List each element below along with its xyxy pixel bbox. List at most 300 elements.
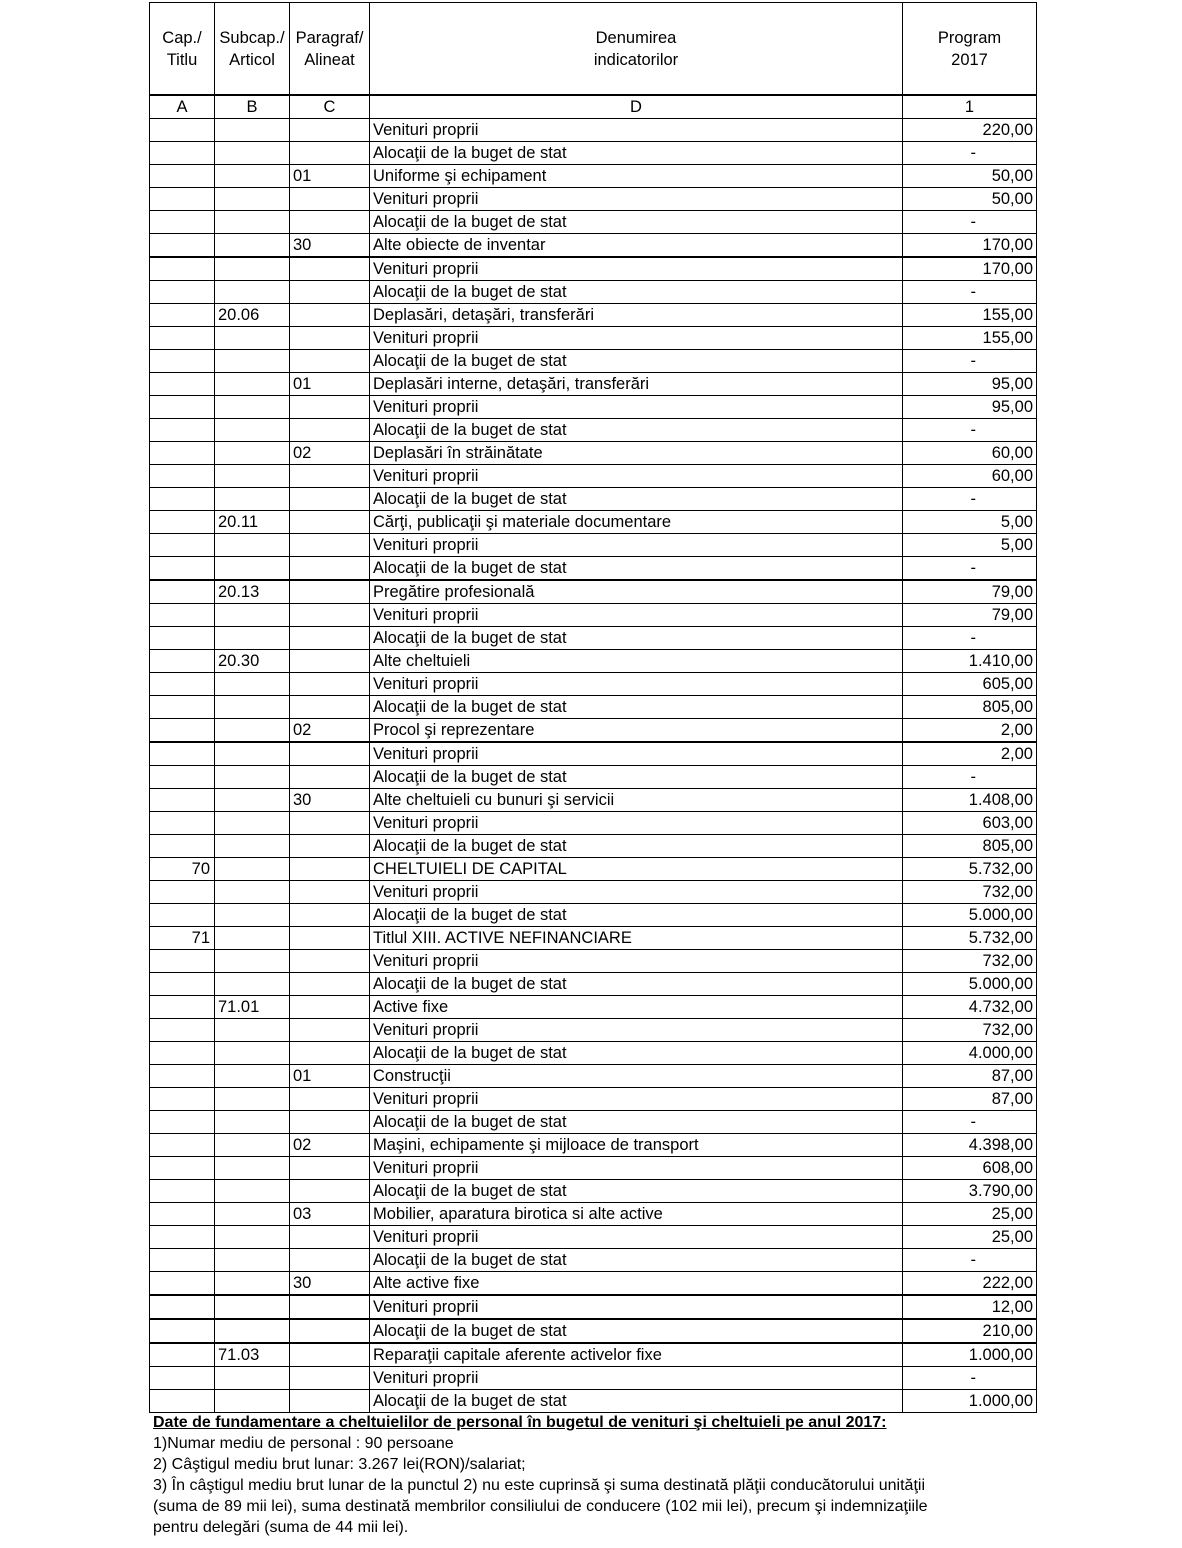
cap-cell bbox=[150, 996, 215, 1019]
program-value-cell: 220,00 bbox=[903, 119, 1037, 142]
table-row bbox=[150, 1019, 1037, 1042]
program-value-cell: 50,00 bbox=[903, 165, 1037, 188]
denumire-cell: Venituri proprii bbox=[370, 534, 903, 557]
subcap-cell bbox=[215, 419, 290, 442]
table-row bbox=[150, 119, 1037, 142]
header-subcap-line1: Subcap./ bbox=[219, 28, 285, 47]
denumire-cell: Alocaţii de la buget de stat bbox=[370, 1180, 903, 1203]
denumire-cell: Venituri proprii bbox=[370, 1157, 903, 1180]
program-value-cell: - bbox=[903, 350, 1037, 373]
table-body bbox=[150, 3, 1037, 1413]
header-program bbox=[903, 3, 1037, 96]
cap-cell bbox=[150, 950, 215, 973]
paragraf-cell: 01 bbox=[290, 1065, 370, 1088]
program-value-cell: 2,00 bbox=[903, 742, 1037, 766]
table-row bbox=[150, 1042, 1037, 1065]
cap-cell bbox=[150, 719, 215, 743]
table-row bbox=[150, 188, 1037, 211]
cap-cell bbox=[150, 904, 215, 927]
table-row bbox=[150, 557, 1037, 581]
paragraf-cell bbox=[290, 927, 370, 950]
denumire-cell: Alocaţii de la buget de stat bbox=[370, 142, 903, 165]
subcap-cell bbox=[215, 350, 290, 373]
subcap-cell bbox=[215, 1042, 290, 1065]
paragraf-cell bbox=[290, 766, 370, 789]
paragraf-cell bbox=[290, 650, 370, 673]
denumire-cell: Alocaţii de la buget de stat bbox=[370, 488, 903, 511]
denumire-cell: Maşini, echipamente şi mijloace de transport bbox=[370, 1134, 903, 1157]
header-subcap-line2: Articol bbox=[229, 50, 275, 69]
cap-cell bbox=[150, 350, 215, 373]
subcap-cell bbox=[215, 835, 290, 858]
denumire-cell: Venituri proprii bbox=[370, 604, 903, 627]
program-value-cell: 170,00 bbox=[903, 257, 1037, 281]
program-value-cell: 5.000,00 bbox=[903, 973, 1037, 996]
header-denumirea bbox=[370, 3, 903, 96]
paragraf-cell bbox=[290, 1111, 370, 1134]
program-value-cell: 79,00 bbox=[903, 580, 1037, 604]
cap-cell bbox=[150, 1226, 215, 1249]
table-row bbox=[150, 1249, 1037, 1272]
paragraf-cell bbox=[290, 950, 370, 973]
cap-cell bbox=[150, 165, 215, 188]
table-row bbox=[150, 766, 1037, 789]
paragraf-cell bbox=[290, 350, 370, 373]
program-value-cell: 732,00 bbox=[903, 1019, 1037, 1042]
cap-cell bbox=[150, 742, 215, 766]
table-row bbox=[150, 1111, 1037, 1134]
subcap-cell bbox=[215, 1319, 290, 1343]
denumire-cell: Deplasări în străinătate bbox=[370, 442, 903, 465]
table-row bbox=[150, 673, 1037, 696]
cap-cell bbox=[150, 304, 215, 327]
program-value-cell: 25,00 bbox=[903, 1226, 1037, 1249]
program-value-cell: 732,00 bbox=[903, 881, 1037, 904]
program-value-cell: 5.000,00 bbox=[903, 904, 1037, 927]
paragraf-cell bbox=[290, 673, 370, 696]
table-row bbox=[150, 165, 1037, 188]
header-paragraf-line2: Alineat bbox=[304, 50, 355, 69]
program-value-cell: 87,00 bbox=[903, 1065, 1037, 1088]
program-value-cell: 60,00 bbox=[903, 442, 1037, 465]
denumire-cell: Venituri proprii bbox=[370, 881, 903, 904]
cap-cell bbox=[150, 1319, 215, 1343]
cap-cell: 70 bbox=[150, 858, 215, 881]
subcap-cell: 20.11 bbox=[215, 511, 290, 534]
subcap-cell: 71.03 bbox=[215, 1343, 290, 1367]
program-value-cell: 4.398,00 bbox=[903, 1134, 1037, 1157]
subcap-cell bbox=[215, 673, 290, 696]
subcap-cell bbox=[215, 973, 290, 996]
program-value-cell: - bbox=[903, 211, 1037, 234]
cap-cell bbox=[150, 327, 215, 350]
paragraf-cell bbox=[290, 904, 370, 927]
cap-cell bbox=[150, 465, 215, 488]
table-row bbox=[150, 719, 1037, 743]
table-row bbox=[150, 465, 1037, 488]
program-value-cell: 5.732,00 bbox=[903, 927, 1037, 950]
subcap-cell bbox=[215, 1295, 290, 1319]
paragraf-cell bbox=[290, 327, 370, 350]
denumire-cell: Procol şi reprezentare bbox=[370, 719, 903, 743]
table-row bbox=[150, 234, 1037, 258]
paragraf-cell bbox=[290, 1367, 370, 1390]
program-value-cell: - bbox=[903, 557, 1037, 581]
subcap-cell bbox=[215, 165, 290, 188]
table-row bbox=[150, 373, 1037, 396]
subcap-cell bbox=[215, 789, 290, 812]
denumire-cell: Alocaţii de la buget de stat bbox=[370, 281, 903, 304]
paragraf-cell bbox=[290, 604, 370, 627]
subcap-cell bbox=[215, 1226, 290, 1249]
cap-cell bbox=[150, 1111, 215, 1134]
denumire-cell: Venituri proprii bbox=[370, 327, 903, 350]
table-row bbox=[150, 627, 1037, 650]
paragraf-cell: 01 bbox=[290, 373, 370, 396]
program-value-cell: 605,00 bbox=[903, 673, 1037, 696]
denumire-cell: Alocaţii de la buget de stat bbox=[370, 1111, 903, 1134]
cap-cell bbox=[150, 1203, 215, 1226]
program-value-cell: 25,00 bbox=[903, 1203, 1037, 1226]
denumire-cell: Deplasări, detaşări, transferări bbox=[370, 304, 903, 327]
denumire-cell: Construcţii bbox=[370, 1065, 903, 1088]
denumire-cell: Reparaţii capitale aferente activelor fixe bbox=[370, 1343, 903, 1367]
cap-cell bbox=[150, 419, 215, 442]
program-value-cell: - bbox=[903, 627, 1037, 650]
subcap-cell bbox=[215, 442, 290, 465]
paragraf-cell: 02 bbox=[290, 442, 370, 465]
cap-cell bbox=[150, 188, 215, 211]
paragraf-cell bbox=[290, 1019, 370, 1042]
program-value-cell: 50,00 bbox=[903, 188, 1037, 211]
subcap-cell bbox=[215, 719, 290, 743]
denumire-cell: Alocaţii de la buget de stat bbox=[370, 904, 903, 927]
subcap-cell bbox=[215, 627, 290, 650]
program-value-cell: 4.000,00 bbox=[903, 1042, 1037, 1065]
header-denumirea-line2: indicatorilor bbox=[593, 50, 679, 69]
subcap-cell bbox=[215, 1111, 290, 1134]
table-row bbox=[150, 1065, 1037, 1088]
cap-cell bbox=[150, 604, 215, 627]
table-row bbox=[150, 881, 1037, 904]
subcap-cell bbox=[215, 904, 290, 927]
header-subcap-articol bbox=[215, 3, 290, 96]
table-row bbox=[150, 950, 1037, 973]
paragraf-cell: 30 bbox=[290, 234, 370, 258]
cap-cell bbox=[150, 257, 215, 281]
subcap-cell bbox=[215, 396, 290, 419]
paragraf-cell: 30 bbox=[290, 1272, 370, 1296]
denumire-cell: Alocaţii de la buget de stat bbox=[370, 696, 903, 719]
denumire-cell: Venituri proprii bbox=[370, 188, 903, 211]
program-value-cell: 95,00 bbox=[903, 373, 1037, 396]
cap-cell bbox=[150, 119, 215, 142]
header-program-line1: Program bbox=[937, 28, 1002, 47]
table-row bbox=[150, 1203, 1037, 1226]
cap-cell bbox=[150, 1249, 215, 1272]
denumire-cell: Alocaţii de la buget de stat bbox=[370, 627, 903, 650]
program-value-cell: 155,00 bbox=[903, 327, 1037, 350]
column-letter-1: 1 bbox=[903, 95, 1037, 119]
paragraf-cell bbox=[290, 488, 370, 511]
denumire-cell: Venituri proprii bbox=[370, 950, 903, 973]
header-paragraf-alineat bbox=[290, 3, 370, 96]
subcap-cell bbox=[215, 604, 290, 627]
cap-cell bbox=[150, 973, 215, 996]
cap-cell bbox=[150, 1042, 215, 1065]
notes-section bbox=[153, 1412, 1163, 1538]
paragraf-cell bbox=[290, 257, 370, 281]
table-row bbox=[150, 858, 1037, 881]
table-row bbox=[150, 442, 1037, 465]
cap-cell bbox=[150, 673, 215, 696]
program-value-cell: 805,00 bbox=[903, 835, 1037, 858]
subcap-cell bbox=[215, 211, 290, 234]
subcap-cell bbox=[215, 1203, 290, 1226]
cap-cell bbox=[150, 1180, 215, 1203]
table-row bbox=[150, 789, 1037, 812]
subcap-cell bbox=[215, 534, 290, 557]
subcap-cell bbox=[215, 1157, 290, 1180]
program-value-cell: 608,00 bbox=[903, 1157, 1037, 1180]
note-line: 3) În câştigul mediu brut lunar de la punctul 2) nu este cuprinsă şi suma destinată plăţii conducătorului unităţii bbox=[153, 1477, 925, 1494]
table-row bbox=[150, 1272, 1037, 1296]
cap-cell bbox=[150, 580, 215, 604]
program-value-cell: 155,00 bbox=[903, 304, 1037, 327]
program-value-cell: 3.790,00 bbox=[903, 1180, 1037, 1203]
program-value-cell: - bbox=[903, 766, 1037, 789]
denumire-cell: Pregătire profesională bbox=[370, 580, 903, 604]
denumire-cell: Mobilier, aparatura birotica si alte active bbox=[370, 1203, 903, 1226]
subcap-cell bbox=[215, 766, 290, 789]
cap-cell bbox=[150, 234, 215, 258]
denumire-cell: Alocaţii de la buget de stat bbox=[370, 1042, 903, 1065]
table-row bbox=[150, 742, 1037, 766]
table-row bbox=[150, 304, 1037, 327]
program-value-cell: 222,00 bbox=[903, 1272, 1037, 1296]
paragraf-cell bbox=[290, 188, 370, 211]
column-letter-row bbox=[150, 95, 1037, 119]
program-value-cell: 95,00 bbox=[903, 396, 1037, 419]
denumire-cell: Active fixe bbox=[370, 996, 903, 1019]
denumire-cell: Venituri proprii bbox=[370, 1019, 903, 1042]
subcap-cell bbox=[215, 1272, 290, 1296]
table-row bbox=[150, 1295, 1037, 1319]
table-row bbox=[150, 1157, 1037, 1180]
header-program-line2: 2017 bbox=[951, 50, 988, 69]
program-value-cell: 2,00 bbox=[903, 719, 1037, 743]
table-row bbox=[150, 1226, 1037, 1249]
cap-cell bbox=[150, 1088, 215, 1111]
denumire-cell: Uniforme şi echipament bbox=[370, 165, 903, 188]
program-value-cell: 60,00 bbox=[903, 465, 1037, 488]
paragraf-cell bbox=[290, 1319, 370, 1343]
program-value-cell: - bbox=[903, 488, 1037, 511]
cap-cell bbox=[150, 881, 215, 904]
table-row bbox=[150, 1134, 1037, 1157]
subcap-cell bbox=[215, 1367, 290, 1390]
table-row bbox=[150, 1088, 1037, 1111]
cap-cell bbox=[150, 373, 215, 396]
cap-cell bbox=[150, 650, 215, 673]
program-value-cell: - bbox=[903, 1249, 1037, 1272]
subcap-cell bbox=[215, 327, 290, 350]
table-row bbox=[150, 534, 1037, 557]
paragraf-cell bbox=[290, 1180, 370, 1203]
subcap-cell bbox=[215, 234, 290, 258]
paragraf-cell: 30 bbox=[290, 789, 370, 812]
paragraf-cell: 02 bbox=[290, 719, 370, 743]
paragraf-cell bbox=[290, 557, 370, 581]
paragraf-cell bbox=[290, 1226, 370, 1249]
subcap-cell bbox=[215, 488, 290, 511]
note-line: 2) Câştigul mediu brut lunar: 3.267 lei(RON)/salariat; bbox=[153, 1456, 526, 1473]
paragraf-cell bbox=[290, 881, 370, 904]
table-row bbox=[150, 327, 1037, 350]
program-value-cell: 1.000,00 bbox=[903, 1343, 1037, 1367]
paragraf-cell bbox=[290, 1343, 370, 1367]
paragraf-cell bbox=[290, 858, 370, 881]
cap-cell bbox=[150, 1157, 215, 1180]
paragraf-cell bbox=[290, 281, 370, 304]
cap-cell bbox=[150, 534, 215, 557]
header-paragraf-line1: Paragraf/ bbox=[295, 28, 364, 47]
denumire-cell: Venituri proprii bbox=[370, 257, 903, 281]
paragraf-cell bbox=[290, 119, 370, 142]
paragraf-cell bbox=[290, 511, 370, 534]
subcap-cell bbox=[215, 696, 290, 719]
program-value-cell: 87,00 bbox=[903, 1088, 1037, 1111]
table-row bbox=[150, 281, 1037, 304]
cap-cell bbox=[150, 511, 215, 534]
table-row bbox=[150, 604, 1037, 627]
header-cap-line2: Titlu bbox=[166, 50, 198, 69]
header-denumirea-line1: Denumirea bbox=[595, 28, 677, 47]
table-row bbox=[150, 696, 1037, 719]
paragraf-cell bbox=[290, 534, 370, 557]
denumire-cell: CHELTUIELI DE CAPITAL bbox=[370, 858, 903, 881]
column-letter-a: A bbox=[150, 95, 215, 119]
paragraf-cell bbox=[290, 996, 370, 1019]
denumire-cell: Alocaţii de la buget de stat bbox=[370, 350, 903, 373]
program-value-cell: 805,00 bbox=[903, 696, 1037, 719]
cap-cell bbox=[150, 557, 215, 581]
cap-cell bbox=[150, 488, 215, 511]
table-row bbox=[150, 650, 1037, 673]
table-row bbox=[150, 211, 1037, 234]
denumire-cell: Alte active fixe bbox=[370, 1272, 903, 1296]
table-row bbox=[150, 350, 1037, 373]
cap-cell bbox=[150, 766, 215, 789]
cap-cell bbox=[150, 142, 215, 165]
cap-cell bbox=[150, 1272, 215, 1296]
column-letter-b: B bbox=[215, 95, 290, 119]
program-value-cell: 5,00 bbox=[903, 534, 1037, 557]
program-value-cell: 79,00 bbox=[903, 604, 1037, 627]
program-value-cell: - bbox=[903, 419, 1037, 442]
paragraf-cell bbox=[290, 1088, 370, 1111]
program-value-cell: - bbox=[903, 1111, 1037, 1134]
subcap-cell bbox=[215, 1065, 290, 1088]
subcap-cell bbox=[215, 950, 290, 973]
paragraf-cell bbox=[290, 812, 370, 835]
denumire-cell: Venituri proprii bbox=[370, 396, 903, 419]
denumire-cell: Venituri proprii bbox=[370, 119, 903, 142]
paragraf-cell bbox=[290, 1042, 370, 1065]
program-value-cell: 1.410,00 bbox=[903, 650, 1037, 673]
paragraf-cell bbox=[290, 973, 370, 996]
subcap-cell bbox=[215, 742, 290, 766]
denumire-cell: Alocaţii de la buget de stat bbox=[370, 1390, 903, 1413]
budget-table bbox=[149, 2, 1037, 1413]
cap-cell: 71 bbox=[150, 927, 215, 950]
program-value-cell: - bbox=[903, 1367, 1037, 1390]
paragraf-cell bbox=[290, 465, 370, 488]
denumire-cell: Alocaţii de la buget de stat bbox=[370, 766, 903, 789]
table-row bbox=[150, 973, 1037, 996]
paragraf-cell bbox=[290, 742, 370, 766]
cap-cell bbox=[150, 627, 215, 650]
cap-cell bbox=[150, 281, 215, 304]
cap-cell bbox=[150, 1065, 215, 1088]
subcap-cell bbox=[215, 281, 290, 304]
subcap-cell: 20.06 bbox=[215, 304, 290, 327]
paragraf-cell bbox=[290, 304, 370, 327]
cap-cell bbox=[150, 835, 215, 858]
denumire-cell: Titlul XIII. ACTIVE NEFINANCIARE bbox=[370, 927, 903, 950]
cap-cell bbox=[150, 1295, 215, 1319]
column-letter-d: D bbox=[370, 95, 903, 119]
column-letter-c: C bbox=[290, 95, 370, 119]
program-value-cell: 732,00 bbox=[903, 950, 1037, 973]
denumire-cell: Alocaţii de la buget de stat bbox=[370, 973, 903, 996]
denumire-cell: Venituri proprii bbox=[370, 673, 903, 696]
table-row bbox=[150, 257, 1037, 281]
program-value-cell: 1.000,00 bbox=[903, 1390, 1037, 1413]
cap-cell bbox=[150, 1134, 215, 1157]
subcap-cell bbox=[215, 858, 290, 881]
denumire-cell: Venituri proprii bbox=[370, 742, 903, 766]
paragraf-cell bbox=[290, 835, 370, 858]
cap-cell bbox=[150, 1390, 215, 1413]
subcap-cell bbox=[215, 557, 290, 581]
table-row bbox=[150, 511, 1037, 534]
subcap-cell bbox=[215, 812, 290, 835]
denumire-cell: Venituri proprii bbox=[370, 1226, 903, 1249]
program-value-cell: 170,00 bbox=[903, 234, 1037, 258]
denumire-cell: Cărţi, publicaţii şi materiale documentare bbox=[370, 511, 903, 534]
header-cap-titlu bbox=[150, 3, 215, 96]
program-value-cell: 5.732,00 bbox=[903, 858, 1037, 881]
cap-cell bbox=[150, 211, 215, 234]
program-value-cell: 12,00 bbox=[903, 1295, 1037, 1319]
subcap-cell bbox=[215, 1134, 290, 1157]
subcap-cell bbox=[215, 257, 290, 281]
cap-cell bbox=[150, 442, 215, 465]
program-value-cell: 603,00 bbox=[903, 812, 1037, 835]
paragraf-cell bbox=[290, 1157, 370, 1180]
cap-cell bbox=[150, 789, 215, 812]
paragraf-cell bbox=[290, 1390, 370, 1413]
denumire-cell: Alte cheltuieli cu bunuri şi servicii bbox=[370, 789, 903, 812]
denumire-cell: Venituri proprii bbox=[370, 465, 903, 488]
denumire-cell: Venituri proprii bbox=[370, 1088, 903, 1111]
table-row bbox=[150, 904, 1037, 927]
table-row bbox=[150, 1390, 1037, 1413]
denumire-cell: Alocaţii de la buget de stat bbox=[370, 1319, 903, 1343]
paragraf-cell bbox=[290, 627, 370, 650]
subcap-cell bbox=[215, 1390, 290, 1413]
